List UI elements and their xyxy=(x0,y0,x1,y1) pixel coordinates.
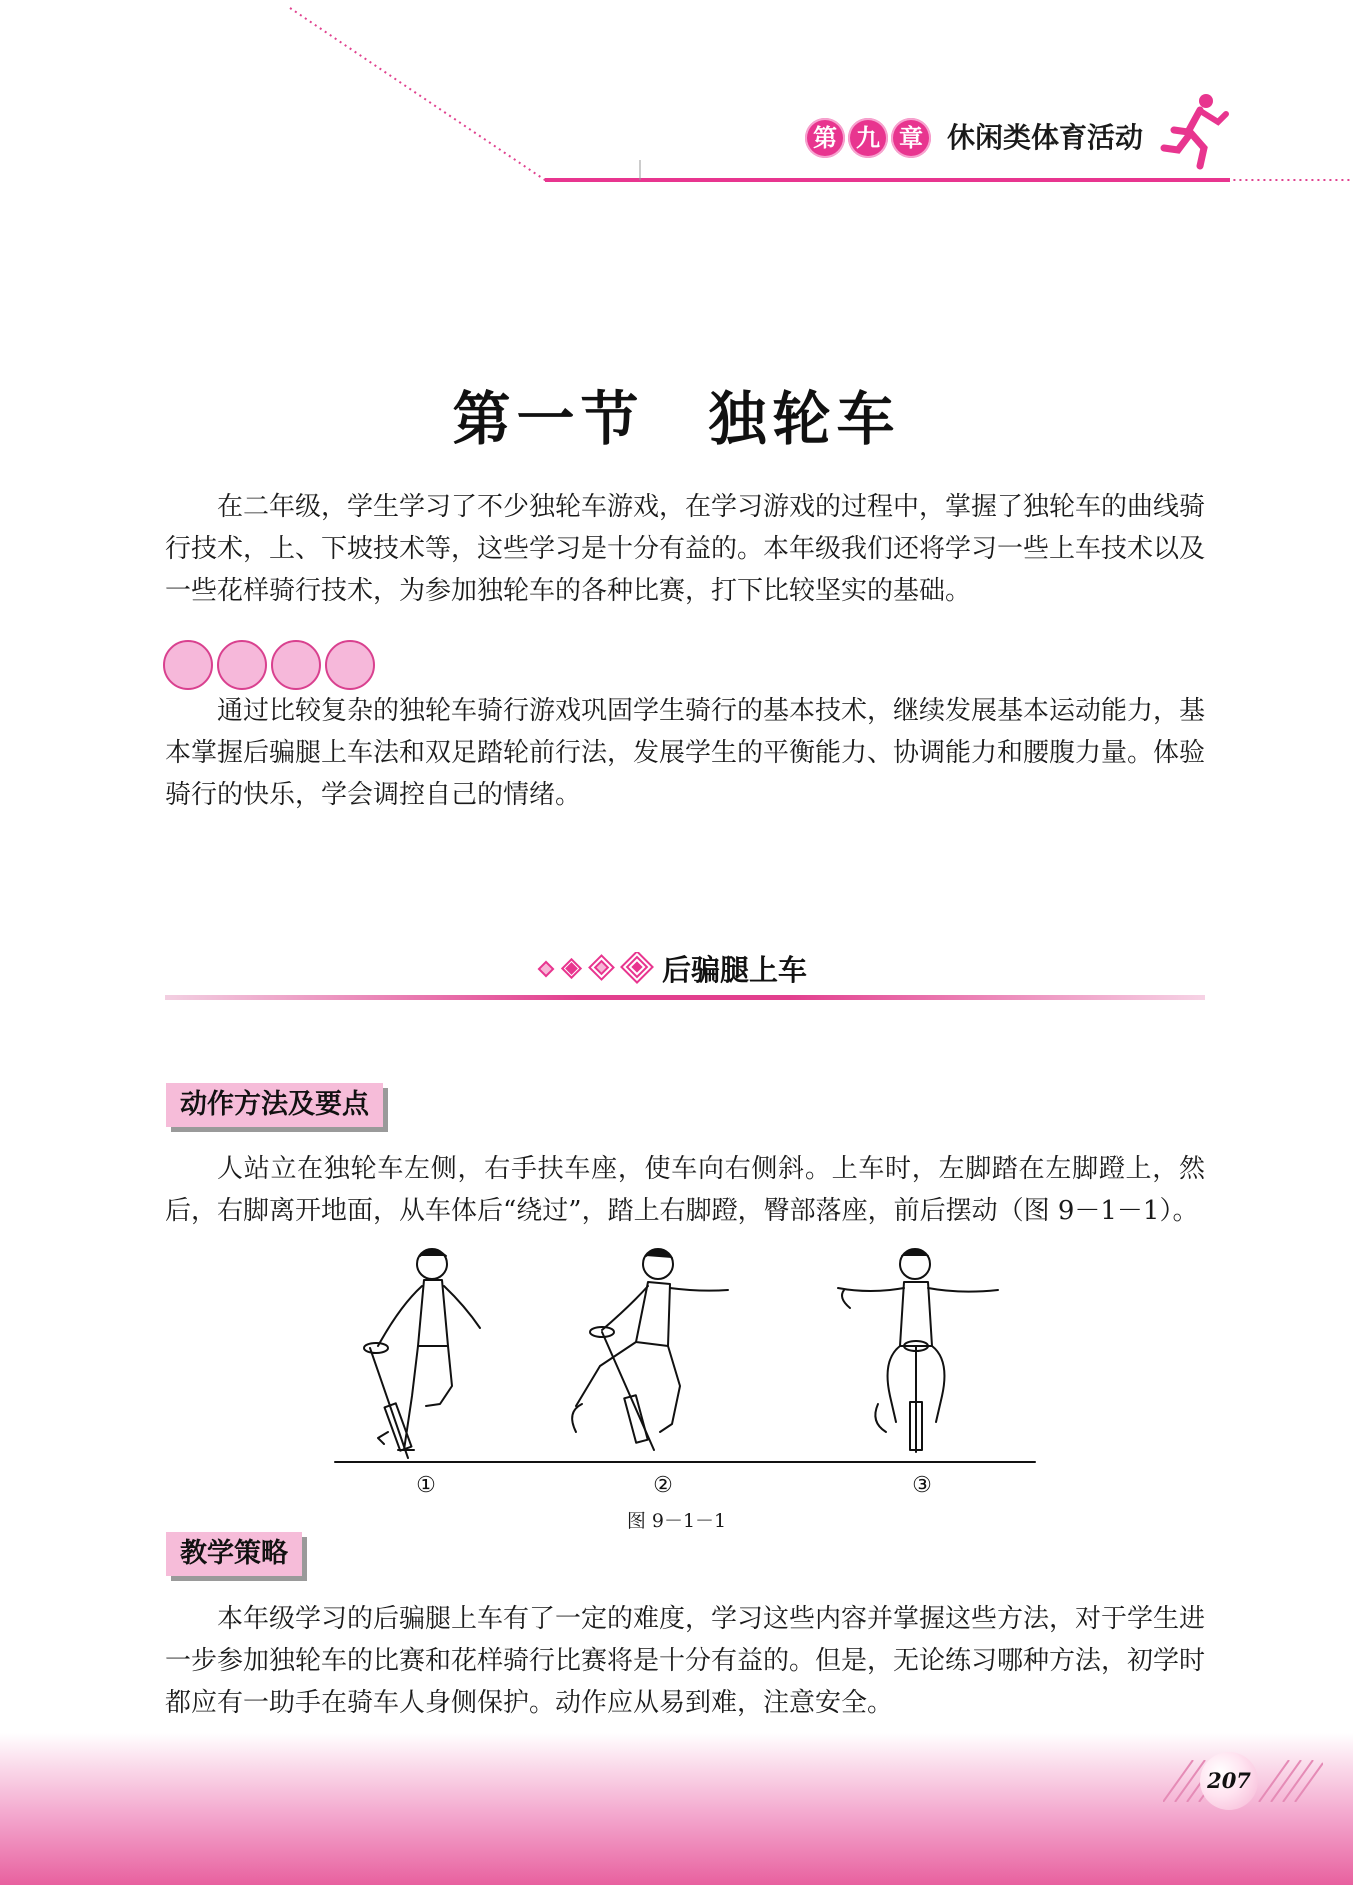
strategy-paragraph: 本年级学习的后骗腿上车有了一定的难度，学习这些内容并掌握这些方法，对于学生进一步参加独轮车的比赛和花样骑行比赛将是十分有益的。但是，无论练习哪种方法，初学时都应有一助手在骑车人身侧保护。动作应从易到难，注意安全。 xyxy=(165,1604,1206,1718)
goal-circles-decoration xyxy=(163,640,375,690)
method-paragraph: 人站立在独轮车左侧，右手扶车座，使车向右侧斜。上车时，左脚踏在左脚蹬上，然后，右脚离开地面，从车体后“绕过”，踏上右脚蹬，臀部落座，前后摆动（图 9－1－1）。 xyxy=(165,1154,1205,1226)
header-decoration xyxy=(0,0,1353,190)
goal-circle xyxy=(217,640,267,690)
sub-heading: 后骗腿上车 xyxy=(662,953,808,987)
footer-band xyxy=(0,1733,1353,1885)
diamond-ornament-icon xyxy=(535,952,660,988)
method-label: 动作方法及要点 xyxy=(166,1083,383,1127)
chapter-title: 休闲类体育活动 xyxy=(947,121,1144,154)
figure-number: ① xyxy=(416,1473,436,1498)
sub-heading-rule xyxy=(165,995,1205,1000)
goal-circle xyxy=(163,640,213,690)
goal-circle xyxy=(325,640,375,690)
chapter-badge: 九 xyxy=(848,118,888,158)
rider-figure-1 xyxy=(364,1249,480,1458)
figure-number: ② xyxy=(653,1473,673,1498)
runner-icon xyxy=(1160,92,1232,170)
section-title: 第一节 独轮车 xyxy=(452,385,901,453)
strategy-label: 教学策略 xyxy=(166,1532,302,1576)
intro-paragraph: 在二年级，学生学习了不少独轮车游戏，在学习游戏的过程中，掌握了独轮车的曲线骑行技术，上、下坡技术等，这些学习是十分有益的。本年级我们还将学习一些上车技术以及一些花样骑行技术，为参加独轮车的各种比赛，打下比较坚实的基础。 xyxy=(165,492,1206,606)
rider-figure-2 xyxy=(572,1249,728,1450)
unicycle-mounting-figure xyxy=(330,1236,1040,1496)
chapter-badge: 第 xyxy=(805,118,845,158)
figure-caption: 图 9－1－1 xyxy=(626,1510,727,1532)
chapter-badges xyxy=(805,118,931,158)
goals-paragraph: 通过比较复杂的独轮车骑行游戏巩固学生骑行的基本技术，继续发展基本运动能力，基本掌握后骗腿上车法和双足踏轮前行法，发展学生的平衡能力、协调能力和腰腹力量。体验骑行的快乐，学会调控自己的情绪。 xyxy=(165,696,1206,810)
page-number: 207 xyxy=(1200,1752,1258,1810)
rider-figure-3 xyxy=(838,1249,998,1452)
figure-number: ③ xyxy=(912,1473,932,1498)
goal-circle xyxy=(271,640,321,690)
chapter-badge: 章 xyxy=(891,118,931,158)
